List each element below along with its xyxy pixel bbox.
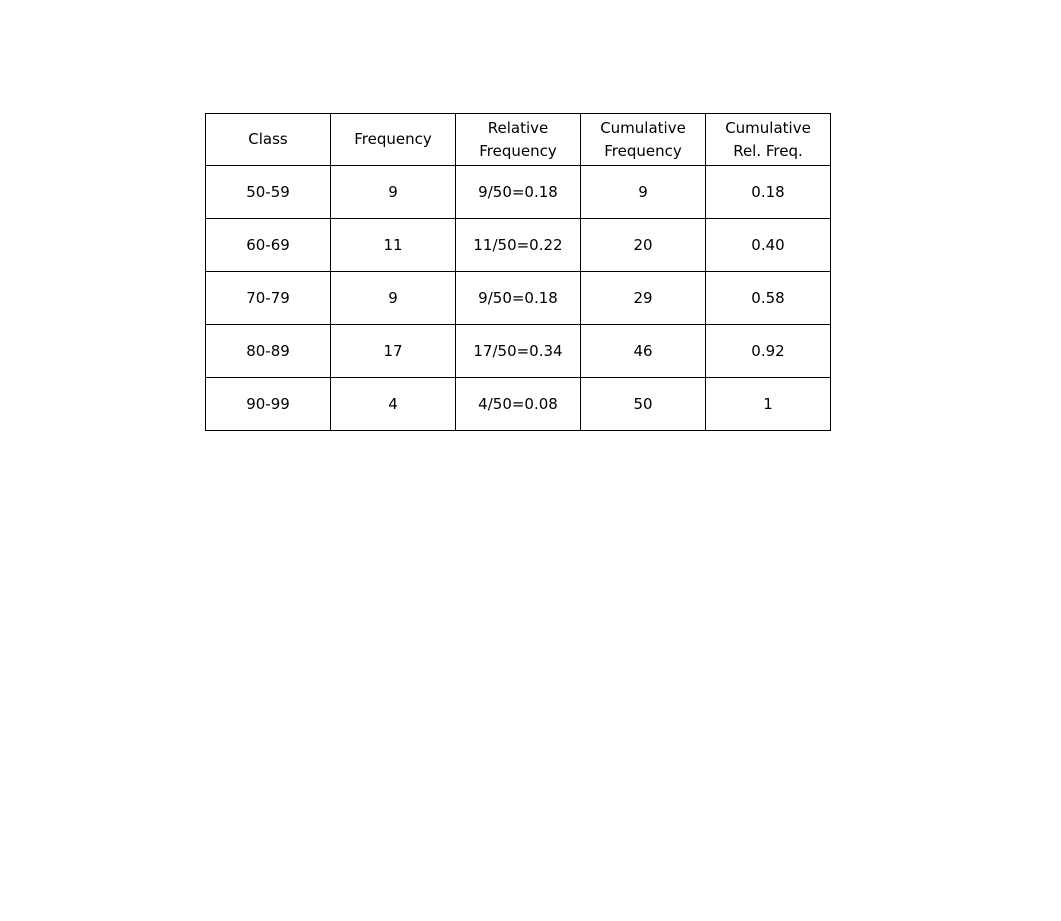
frequency-distribution-table <box>205 113 831 431</box>
header-class-label: Class <box>248 130 288 148</box>
cell-class: 50-59 <box>206 166 331 219</box>
cell-class: 60-69 <box>206 219 331 272</box>
cell-relative-frequency: 9/50=0.18 <box>456 272 581 325</box>
header-row <box>206 114 831 166</box>
cell-frequency: 4 <box>331 378 456 431</box>
cell-class: 90-99 <box>206 378 331 431</box>
table-row <box>206 166 831 219</box>
header-class <box>206 114 331 166</box>
cell-relative-frequency: 4/50=0.08 <box>456 378 581 431</box>
table-row <box>206 325 831 378</box>
header-cumulative-frequency-line2: Frequency <box>604 141 682 160</box>
cell-cumulative-frequency: 50 <box>581 378 706 431</box>
cell-cumulative-rel-freq: 0.92 <box>706 325 831 378</box>
header-relative-frequency-line2: Frequency <box>479 141 557 160</box>
header-cumulative-frequency-line1: Cumulative <box>600 118 686 137</box>
header-frequency-label: Frequency <box>354 130 432 148</box>
header-relative-frequency-line1: Relative <box>487 118 549 137</box>
cell-frequency: 9 <box>331 166 456 219</box>
cell-relative-frequency: 17/50=0.34 <box>456 325 581 378</box>
cell-frequency: 9 <box>331 272 456 325</box>
header-cumulative-rel-freq-line1: Cumulative <box>725 118 811 137</box>
table-row <box>206 272 831 325</box>
cell-cumulative-rel-freq: 0.58 <box>706 272 831 325</box>
header-cumulative-frequency <box>581 114 706 166</box>
cell-class: 70-79 <box>206 272 331 325</box>
cell-cumulative-rel-freq: 1 <box>706 378 831 431</box>
cell-cumulative-rel-freq: 0.40 <box>706 219 831 272</box>
cell-cumulative-frequency: 29 <box>581 272 706 325</box>
cell-frequency: 11 <box>331 219 456 272</box>
cell-cumulative-frequency: 20 <box>581 219 706 272</box>
cell-relative-frequency: 9/50=0.18 <box>456 166 581 219</box>
table-row <box>206 378 831 431</box>
table-row <box>206 219 831 272</box>
cell-class: 80-89 <box>206 325 331 378</box>
header-frequency <box>331 114 456 166</box>
cell-frequency: 17 <box>331 325 456 378</box>
header-cumulative-rel-freq-line2: Rel. Freq. <box>733 141 803 160</box>
header-relative-frequency <box>456 114 581 166</box>
cell-cumulative-frequency: 9 <box>581 166 706 219</box>
cell-cumulative-rel-freq: 0.18 <box>706 166 831 219</box>
cell-cumulative-frequency: 46 <box>581 325 706 378</box>
header-cumulative-rel-freq <box>706 114 831 166</box>
cell-relative-frequency: 11/50=0.22 <box>456 219 581 272</box>
